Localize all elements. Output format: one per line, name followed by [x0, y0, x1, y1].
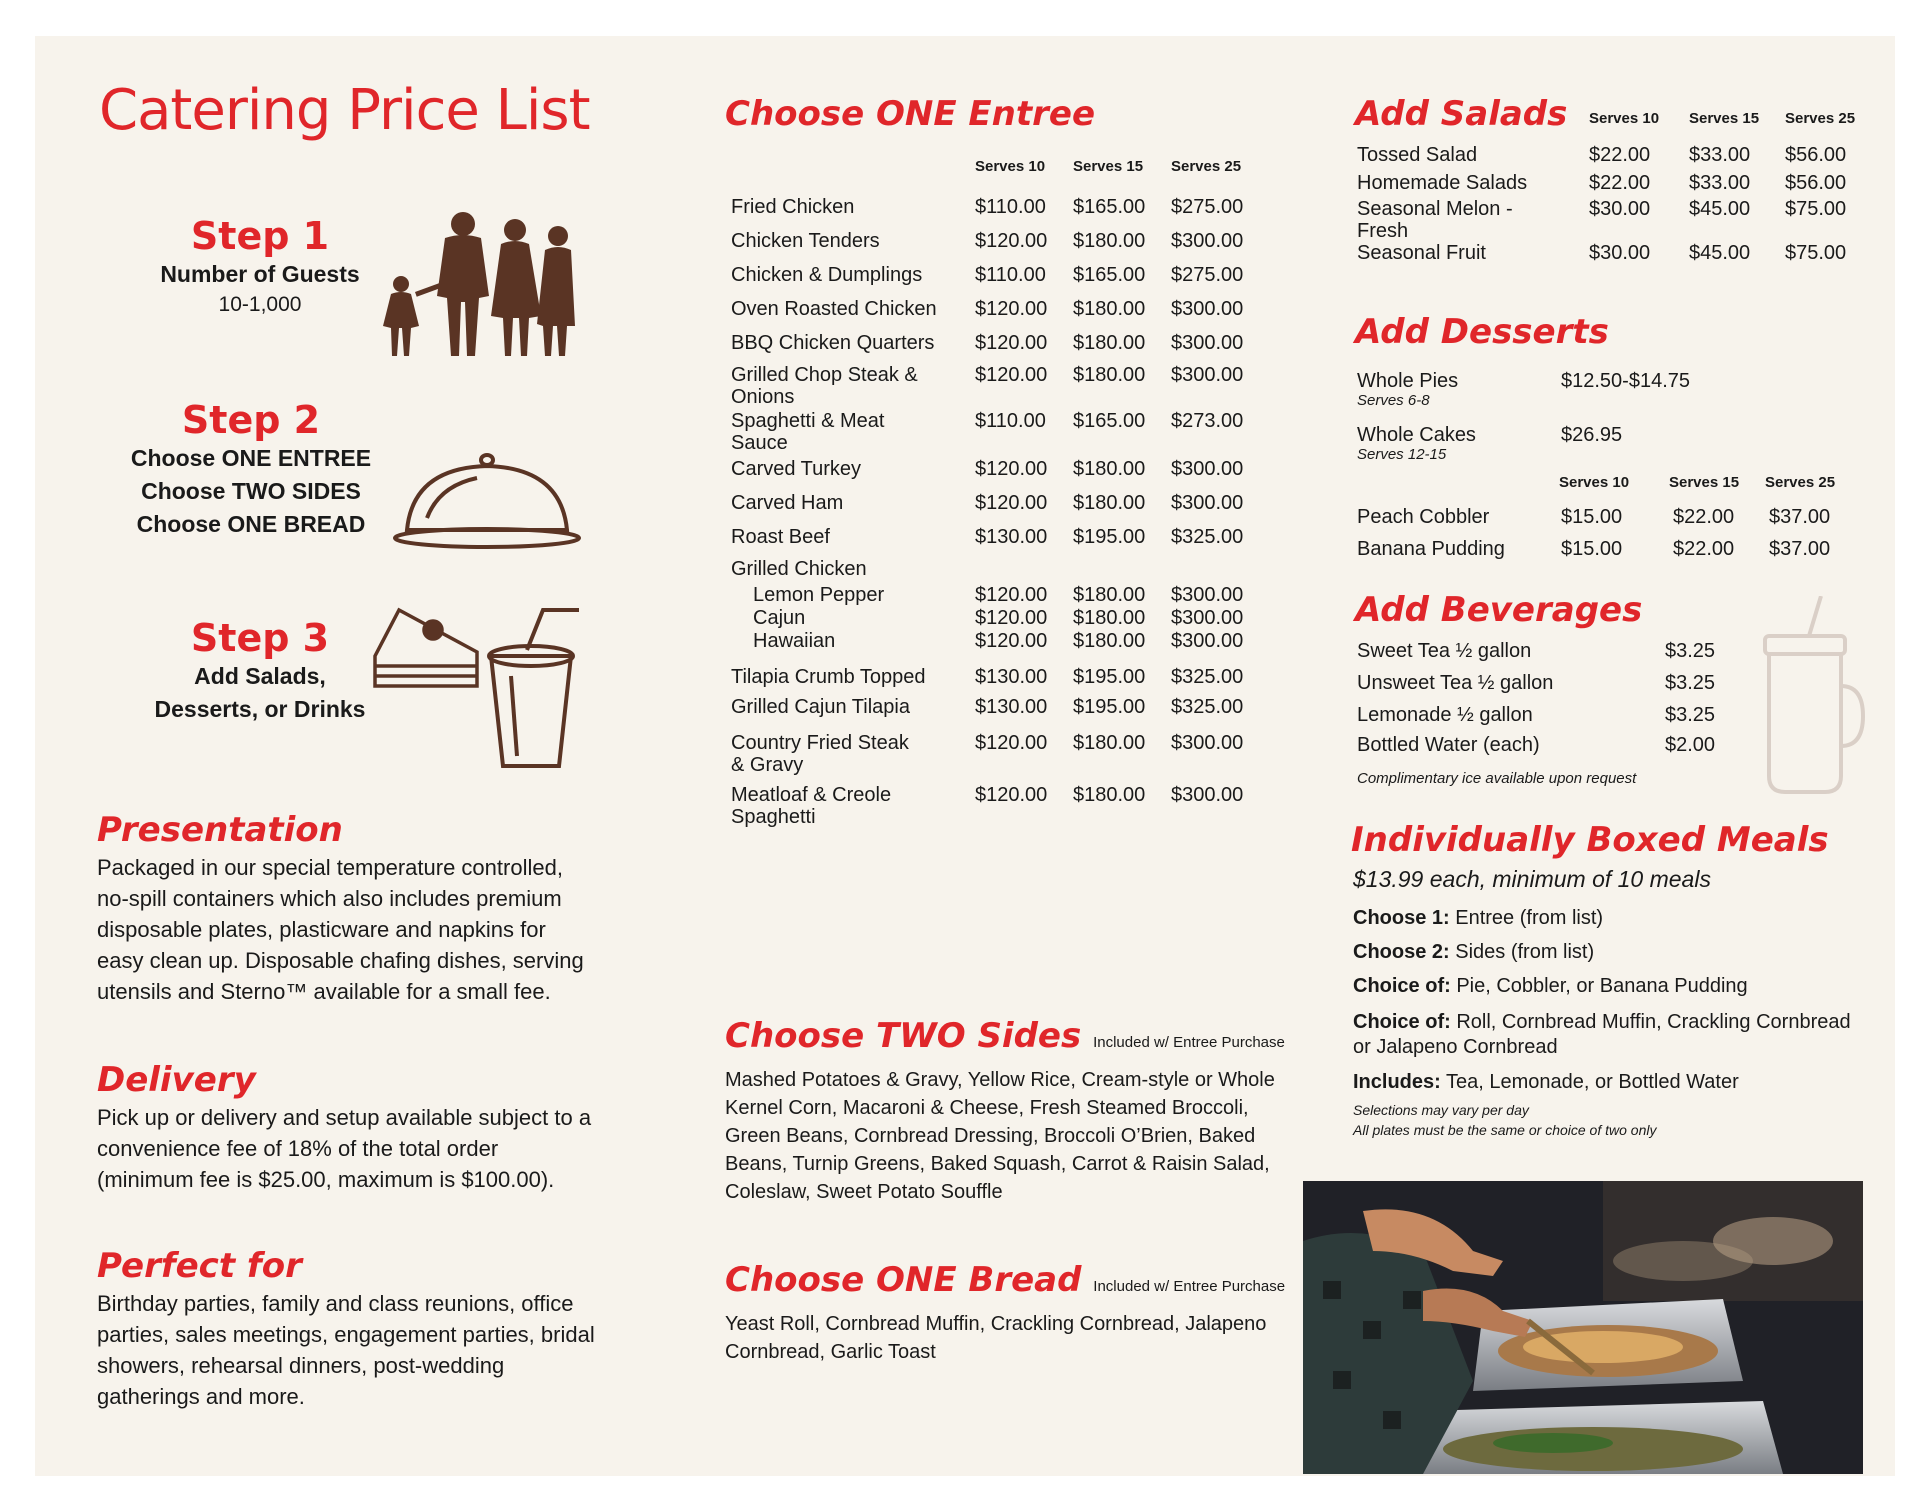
entree-price: $110.00 [975, 196, 1046, 218]
entree-price: $275.00 [1171, 196, 1244, 218]
dessert-price: $22.00 [1673, 506, 1735, 528]
salad-name: Seasonal Melon - Fresh [1357, 198, 1513, 242]
entree-price: $195.00 [1073, 666, 1146, 688]
salad-price: $22.00 [1589, 144, 1651, 166]
page-title: Catering Price List [99, 78, 590, 143]
salad-price: $75.00 [1785, 198, 1847, 220]
entree-price: $110.00 [975, 410, 1046, 432]
dessert-price: $37.00 [1769, 538, 1831, 560]
boxed-meals-price: $13.99 each, minimum of 10 meals [1353, 866, 1711, 892]
boxed-meal-line [1353, 1010, 1873, 1060]
cake-slice-icon [369, 600, 479, 696]
salad-price: $22.00 [1589, 172, 1651, 194]
entree-price: $165.00 [1073, 410, 1146, 432]
entree-price: $165.00 [1073, 264, 1146, 286]
entree-name: Chicken Tenders [731, 230, 880, 252]
entree-name: Tilapia Crumb Topped [731, 666, 926, 688]
boxed-meal-text: Entree (from list) [1449, 907, 1604, 929]
salad-price: $56.00 [1785, 172, 1847, 194]
bread-title: Choose ONE Bread [725, 1260, 1082, 1300]
desserts-col-header: Serves 15 [1669, 474, 1740, 491]
step-2-line-3: Choose ONE BREAD [136, 511, 366, 537]
bread-heading [725, 1260, 1285, 1300]
entree-price: $180.00 [1073, 607, 1146, 629]
boxed-meal-label: Includes: [1353, 1071, 1441, 1093]
cloche-icon [387, 446, 587, 556]
entree-name: Oven Roasted Chicken [731, 298, 937, 320]
entree-name: Fried Chicken [731, 196, 855, 218]
step-3 [125, 616, 395, 726]
family-icon [375, 206, 575, 366]
entree-price: $120.00 [975, 492, 1048, 514]
entree-price: $273.00 [1171, 410, 1244, 432]
delivery-heading: Delivery [97, 1060, 256, 1100]
entree-price: $325.00 [1171, 666, 1244, 688]
entree-price: $300.00 [1171, 298, 1244, 320]
presentation-heading: Presentation [97, 810, 343, 850]
beverage-price: $3.25 [1665, 672, 1716, 694]
perfect-for-text: Birthday parties, family and class reunions, office parties, sales meetings, engagement parties, bridal showers, rehearsal dinners, post-wedding gatherings and more. [97, 1291, 595, 1409]
whole-pies-serves: Serves 6-8 [1357, 392, 1430, 409]
whole-pies-name: Whole Pies [1357, 370, 1459, 392]
entree-heading: Choose ONE Entree [725, 94, 1095, 134]
entree-name: Grilled Cajun Tilapia [731, 696, 910, 718]
sides-title: Choose TWO Sides [725, 1016, 1082, 1056]
entree-name: Meatloaf & Creole Spaghetti [731, 784, 892, 828]
whole-cakes-serves: Serves 12-15 [1357, 446, 1447, 463]
perfect-for-heading: Perfect for [97, 1246, 302, 1286]
salad-name: Seasonal Fruit [1357, 242, 1486, 264]
boxed-meal-line [1353, 1070, 1873, 1095]
entree-name: Lemon Pepper [753, 584, 885, 606]
salad-price: $75.00 [1785, 242, 1847, 264]
entree-price: $120.00 [975, 784, 1048, 806]
entree-price: $195.00 [1073, 526, 1146, 548]
salads-col-header: Serves 15 [1689, 110, 1760, 127]
boxed-note-1: Selections may vary per day [1353, 1102, 1529, 1118]
entree-name: Grilled Chicken [731, 558, 867, 580]
beverage-name: Sweet Tea ½ gallon [1357, 640, 1532, 662]
boxed-meal-line [1353, 974, 1873, 999]
entree-name: Carved Ham [731, 492, 844, 514]
entree-price: $180.00 [1073, 492, 1146, 514]
entree-price: $300.00 [1171, 732, 1244, 754]
entree-price: $195.00 [1073, 696, 1146, 718]
entree-col-header: Serves 25 [1171, 158, 1242, 175]
salad-name: Tossed Salad [1357, 144, 1478, 166]
salads-col-header: Serves 10 [1589, 110, 1660, 127]
entree-price: $130.00 [975, 696, 1048, 718]
salad-price: $33.00 [1689, 172, 1751, 194]
salad-name: Homemade Salads [1357, 172, 1528, 194]
entree-price: $120.00 [975, 732, 1048, 754]
beverage-name: Unsweet Tea ½ gallon [1357, 672, 1554, 694]
beverage-price: $3.25 [1665, 704, 1716, 726]
whole-cakes-name: Whole Cakes [1357, 424, 1476, 446]
catering-menu [35, 36, 1895, 1476]
step-2 [101, 398, 401, 541]
step-3-title: Step 3 [190, 616, 330, 660]
entree-price: $275.00 [1171, 264, 1244, 286]
entree-price: $120.00 [975, 607, 1048, 629]
entree-name: Hawaiian [753, 630, 836, 652]
entree-price: $180.00 [1073, 298, 1146, 320]
entree-price: $180.00 [1073, 630, 1146, 652]
entree-price: $180.00 [1073, 332, 1146, 354]
salad-price: $33.00 [1689, 144, 1751, 166]
entree-name: BBQ Chicken Quarters [731, 332, 935, 354]
beverages-heading: Add Beverages [1355, 590, 1643, 630]
desserts-col-header: Serves 10 [1559, 474, 1630, 491]
presentation-text: Packaged in our special temperature controlled, no-spill containers which also includes premium disposable plates, plasticware and napkins for easy clean up. Disposable chafing dishes, serving utensils and Sterno™ available for a small fee. [97, 855, 584, 1004]
step-3-line-2: Desserts, or Drinks [154, 696, 366, 722]
entree-price: $300.00 [1171, 630, 1244, 652]
bread-note: Included w/ Entree Purchase [1093, 1278, 1286, 1295]
entree-price: $300.00 [1171, 492, 1244, 514]
desserts-col-header: Serves 25 [1765, 474, 1836, 491]
boxed-meals-heading: Individually Boxed Meals [1351, 820, 1829, 860]
entree-price: $180.00 [1073, 732, 1146, 754]
entree-price: $180.00 [1073, 230, 1146, 252]
entree-price: $300.00 [1171, 784, 1244, 806]
delivery-text: Pick up or delivery and setup available subject to a convenience fee of 18% of the total order (minimum fee is $25.00, maximum is $100.00). [97, 1105, 592, 1192]
entree-price: $180.00 [1073, 364, 1146, 386]
entree-price: $120.00 [975, 230, 1048, 252]
dessert-price: $15.00 [1561, 506, 1623, 528]
step-2-title: Step 2 [181, 398, 321, 442]
entree-name: Roast Beef [731, 526, 830, 548]
beverage-price: $3.25 [1665, 640, 1716, 662]
sides-text: Mashed Potatoes & Gravy, Yellow Rice, Cream-style or Whole Kernel Corn, Macaroni & Cheese, Fresh Steamed Broccoli, Green Beans, Cornbread Dressing, Broccoli O’Brien, Baked Beans, Turnip Greens, Baked Squash, Carrot & Raisin Salad, Coleslaw, Sweet Potato Souffle [725, 1069, 1275, 1203]
salad-price: $30.00 [1589, 198, 1651, 220]
entree-price: $300.00 [1171, 364, 1244, 386]
dessert-price: $22.00 [1673, 538, 1735, 560]
entree-price: $300.00 [1171, 230, 1244, 252]
beverage-name: Bottled Water (each) [1357, 734, 1540, 756]
boxed-meal-label: Choice of: [1353, 1011, 1451, 1033]
boxed-meal-line [1353, 906, 1873, 931]
buffet-illustration [1303, 1181, 1863, 1474]
entree-price: $165.00 [1073, 196, 1146, 218]
entree-name: Carved Turkey [731, 458, 862, 480]
entree-price: $120.00 [975, 584, 1048, 606]
boxed-meal-label: Choose 2: [1353, 941, 1450, 963]
desserts-heading: Add Desserts [1355, 312, 1609, 352]
drink-cup-icon [481, 606, 591, 772]
entree-price: $120.00 [975, 298, 1048, 320]
boxed-meal-text: Tea, Lemonade, or Bottled Water [1440, 1071, 1739, 1093]
entree-price: $130.00 [975, 526, 1048, 548]
entree-price: $110.00 [975, 264, 1046, 286]
entree-price: $325.00 [1171, 526, 1244, 548]
sides-note: Included w/ Entree Purchase [1093, 1034, 1285, 1051]
salad-price: $45.00 [1689, 198, 1751, 220]
dessert-price: $37.00 [1769, 506, 1831, 528]
dessert-name: Peach Cobbler [1357, 506, 1490, 528]
salads-col-header: Serves 25 [1785, 110, 1856, 127]
column-steps [35, 36, 635, 1476]
entree-price: $300.00 [1171, 332, 1244, 354]
boxed-note-2: All plates must be the same or choice of two only [1353, 1122, 1657, 1138]
entree-price: $180.00 [1073, 784, 1146, 806]
entree-price: $180.00 [1073, 458, 1146, 480]
whole-pies-price: $12.50-$14.75 [1561, 370, 1691, 392]
boxed-meal-text: Sides (from list) [1449, 941, 1595, 963]
salad-price: $30.00 [1589, 242, 1651, 264]
salad-price: $56.00 [1785, 144, 1847, 166]
step-2-line-2: Choose TWO SIDES [141, 478, 361, 504]
boxed-meal-text: Roll, Cornbread Muffin, Crackling Cornbread or Jalapeno Cornbread [1353, 1011, 1851, 1058]
entree-name: Grilled Chop Steak & Onions [731, 364, 918, 408]
entree-name: Chicken & Dumplings [731, 264, 923, 286]
entree-price: $325.00 [1171, 696, 1244, 718]
entree-name: Cajun [753, 607, 806, 629]
entree-price: $120.00 [975, 364, 1048, 386]
whole-cakes-price: $26.95 [1561, 424, 1623, 446]
entree-name: Country Fried Steak & Gravy [731, 732, 909, 776]
bread-text: Yeast Roll, Cornbread Muffin, Crackling Cornbread, Jalapeno Cornbread, Garlic Toast [725, 1313, 1267, 1363]
entree-price: $120.00 [975, 332, 1048, 354]
entree-name: Spaghetti & Meat Sauce [731, 410, 885, 454]
beverages-note: Complimentary ice available upon request [1357, 770, 1637, 787]
entree-price: $120.00 [975, 458, 1048, 480]
sides-heading [725, 1016, 1285, 1056]
boxed-meal-line [1353, 940, 1873, 965]
step-3-line-1: Add Salads, [194, 663, 326, 689]
entree-price: $300.00 [1171, 584, 1244, 606]
entree-col-header: Serves 10 [975, 158, 1046, 175]
step-1-text: Number of Guests [160, 261, 360, 287]
entree-price: $180.00 [1073, 584, 1146, 606]
entree-price: $120.00 [975, 630, 1048, 652]
dessert-price: $15.00 [1561, 538, 1623, 560]
dessert-name: Banana Pudding [1357, 538, 1505, 560]
step-1-title: Step 1 [190, 214, 330, 258]
step-1 [125, 214, 395, 319]
buffet-photo [1303, 1181, 1863, 1474]
salad-price: $45.00 [1689, 242, 1751, 264]
boxed-meal-label: Choice of: [1353, 975, 1451, 997]
entree-price: $130.00 [975, 666, 1048, 688]
entree-price: $300.00 [1171, 458, 1244, 480]
entree-price: $300.00 [1171, 607, 1244, 629]
boxed-meal-text: Pie, Cobbler, or Banana Pudding [1450, 975, 1748, 997]
salads-heading: Add Salads [1355, 94, 1568, 134]
entree-col-header: Serves 15 [1073, 158, 1144, 175]
step-2-line-1: Choose ONE ENTREE [130, 445, 372, 471]
step-1-sub: 10-1,000 [218, 293, 302, 316]
boxed-meal-label: Choose 1: [1353, 907, 1450, 929]
beverage-price: $2.00 [1665, 734, 1716, 756]
mason-jar-icon [1745, 596, 1865, 796]
column-entrees [675, 36, 1295, 1476]
beverage-name: Lemonade ½ gallon [1357, 704, 1533, 726]
